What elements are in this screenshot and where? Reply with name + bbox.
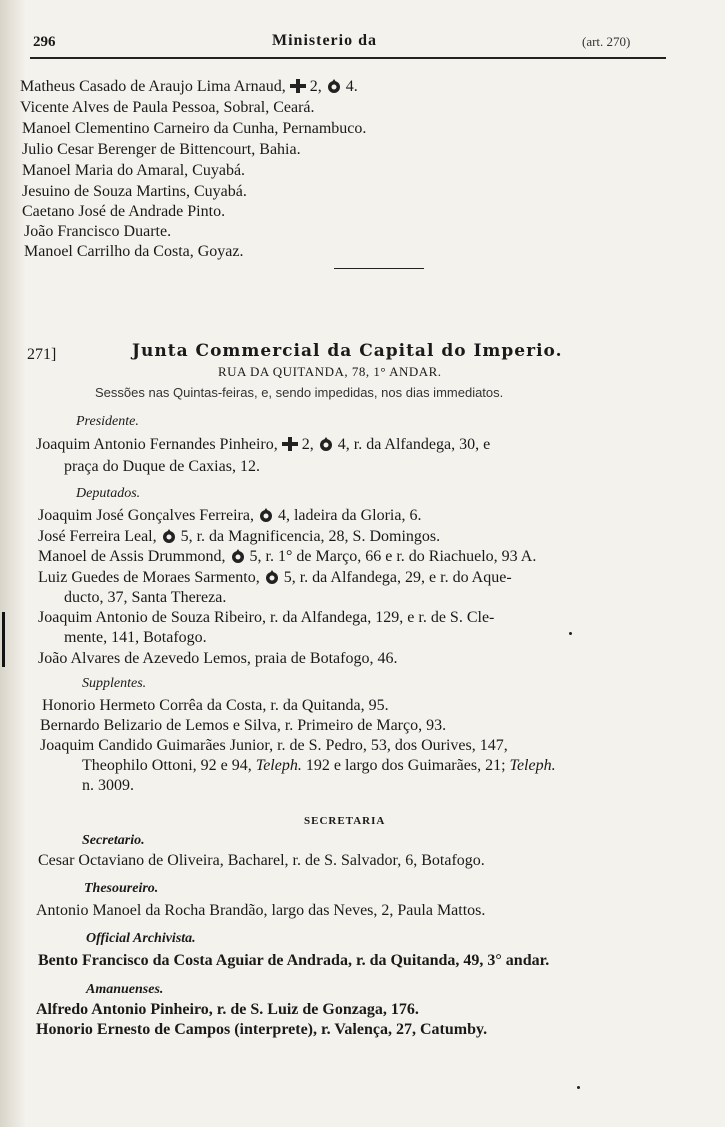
section-number: 271] [27, 346, 57, 363]
deputy-entry-cont: mente, 141, Botafogo. [64, 629, 207, 646]
list-item: Matheus Casado de Araujo Lima Arnaud, 2, 4. [20, 78, 358, 95]
section-title: Junta Commercial da Capital do Imperio. [132, 341, 563, 361]
list-item: Caetano José de Andrade Pinto. [22, 203, 226, 220]
supplente-entry-cont: Theophilo Ottoni, 92 e 94, Teleph. 192 e largo dos Guimarães, 21; Teleph. [82, 757, 556, 774]
article-ref: (art. 270) [582, 34, 631, 49]
rose-order-icon [318, 437, 334, 451]
deputy-entry: Joaquim José Gonçalves Ferreira, 4, ladeira da Gloria, 6. [38, 507, 422, 524]
cross-order-icon [282, 437, 298, 451]
list-item: Manoel Clementino Carneiro da Cunha, Pernambuco. [22, 120, 367, 137]
list-item: Manoel Maria do Amaral, Cuyabá. [22, 162, 246, 179]
president-entry: Joaquim Antonio Fernandes Pinheiro, 2, 4, r. da Alfandega, 30, e [36, 436, 491, 453]
list-item: Jesuino de Souza Martins, Cuyabá. [22, 183, 247, 200]
rose-order-icon [264, 570, 280, 584]
rose-order-icon [258, 508, 274, 522]
rose-order-icon [161, 529, 177, 543]
archivista-entry: Bento Francisco da Costa Aguiar de Andrada, r. da Quitanda, 49, 3° andar. [38, 952, 550, 969]
role-label: Thesoureiro. [84, 881, 159, 896]
tesoureiro-entry: Antonio Manoel da Rocha Brandão, largo das Neves, 2, Paula Mattos. [36, 902, 486, 919]
section-divider [334, 268, 424, 269]
role-label: Secretario. [82, 833, 145, 848]
list-item: João Francisco Duarte. [24, 223, 172, 240]
deputy-entry: José Ferreira Leal, 5, r. da Magnificencia, 28, S. Domingos. [38, 528, 441, 545]
page-number: 296 [33, 34, 56, 50]
deputy-entry: Joaquim Antonio de Souza Ribeiro, r. da Alfandega, 129, e r. de S. Cle- [38, 609, 495, 626]
list-item: Vicente Alves de Paula Pessoa, Sobral, Ceará. [20, 99, 315, 116]
deputy-entry: Manoel de Assis Drummond, 5, r. 1° de Março, 66 e r. do Riachuelo, 93 A. [38, 548, 537, 565]
secretario-entry: Cesar Octaviano de Oliveira, Bacharel, r. de S. Salvador, 6, Botafogo. [38, 852, 485, 869]
supplente-entry: Honorio Hermeto Corrêa da Costa, r. da Quitanda, 95. [42, 697, 389, 714]
running-title: Ministerio da [272, 32, 377, 49]
supplente-entry: Bernardo Belizario de Lemos e Silva, r. Primeiro de Março, 93. [40, 717, 447, 734]
deputy-entry: João Alvares de Azevedo Lemos, praia de Botafogo, 46. [38, 650, 398, 667]
list-item: Manoel Carrilho da Costa, Goyaz. [24, 243, 244, 260]
session-note: Sessões nas Quintas-feiras, e, sendo impedidas, nos dias immediatos. [95, 385, 504, 400]
role-label: Amanuenses. [86, 982, 164, 997]
role-label: Deputados. [76, 486, 141, 501]
ink-speck [577, 1086, 580, 1089]
ink-speck [569, 632, 572, 635]
cross-order-icon [290, 79, 306, 93]
role-label: Supplentes. [82, 676, 147, 691]
deputy-entry: Luiz Guedes de Moraes Sarmento, 5, r. da Alfandega, 29, e r. do Aque- [38, 569, 512, 586]
president-entry-cont: praça do Duque de Caxias, 12. [64, 458, 260, 475]
amanuense-entry: Alfredo Antonio Pinheiro, r. de S. Luiz de Gonzaga, 176. [36, 1001, 419, 1018]
list-item: Julio Cesar Berenger de Bittencourt, Bahia. [22, 141, 301, 158]
deputy-entry-cont: ducto, 37, Santa Thereza. [64, 589, 227, 606]
margin-mark [2, 612, 5, 667]
rose-order-icon [230, 549, 246, 563]
section-address: RUA DA QUITANDA, 78, 1° ANDAR. [218, 364, 442, 379]
role-label: Official Archivista. [86, 931, 196, 946]
rose-order-icon [326, 79, 342, 93]
subsection-heading: SECRETARIA [304, 815, 386, 827]
role-label: Presidente. [76, 414, 139, 429]
supplente-entry-cont: n. 3009. [82, 777, 134, 794]
amanuense-entry: Honorio Ernesto de Campos (interprete), r. Valença, 27, Catumby. [36, 1021, 488, 1038]
supplente-entry: Joaquim Candido Guimarães Junior, r. de S. Pedro, 53, dos Ourives, 147, [40, 737, 508, 754]
header-rule [30, 57, 666, 59]
